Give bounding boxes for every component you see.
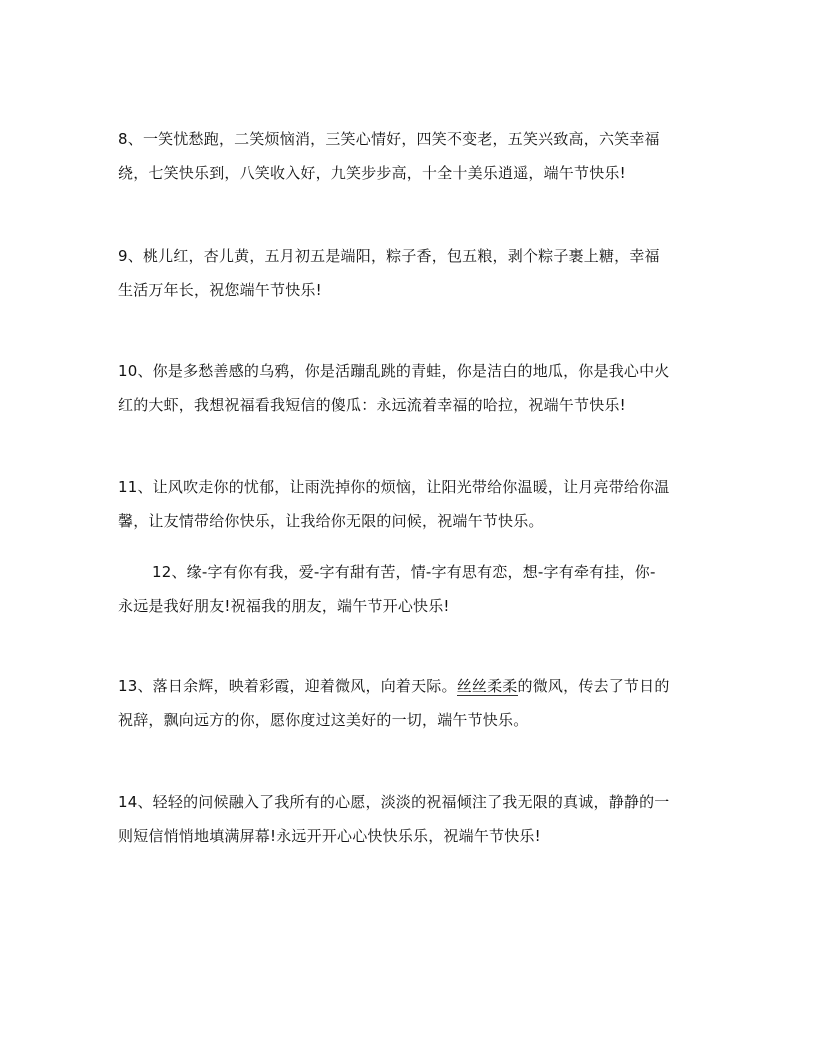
paragraph-line: 12、缘-字有你有我，爱-字有甜有苦，情-字有思有恋，想-字有牵有挂，你- bbox=[152, 563, 656, 581]
paragraph-line: 8、一笑忧愁跑，二笑烦恼消，三笑心情好，四笑不变老，五笑兴致高，六笑幸福 bbox=[118, 130, 660, 148]
paragraph-line: 生活万年长，祝您端午节快乐! bbox=[118, 281, 322, 299]
text-run: 13、落日余辉，映着彩霞，迎着微风，向着天际。 bbox=[118, 677, 457, 695]
paragraph-line: 红的大虾，我想祝福看我短信的傻瓜：永远流着幸福的哈拉，祝端午节快乐! bbox=[118, 396, 626, 414]
paragraph-line: 绕，七笑快乐到，八笑收入好，九笑步步高，十全十美乐逍遥，端午节快乐! bbox=[118, 164, 626, 182]
paragraph-line bbox=[118, 669, 703, 703]
text-run: 的微风，传去了节日的 bbox=[517, 677, 670, 695]
underlined-text: 丝丝柔柔 bbox=[456, 677, 518, 695]
paragraph-13 bbox=[118, 669, 703, 737]
paragraph-12 bbox=[118, 555, 703, 623]
paragraph-line: 馨，让友情带给你快乐，让我给你无限的问候，祝端午节快乐。 bbox=[118, 512, 544, 530]
paragraph-14 bbox=[118, 785, 703, 853]
paragraph-line: 10、你是多愁善感的乌鸦，你是活蹦乱跳的青蛙，你是洁白的地瓜，你是我心中火 bbox=[118, 362, 670, 380]
paragraph-line: 永远是我好朋友!祝福我的朋友，端午节开心快乐! bbox=[118, 597, 450, 615]
paragraph-11 bbox=[118, 470, 703, 538]
paragraph-line: 祝辞，飘向远方的你，愿你度过这美好的一切，端午节快乐。 bbox=[118, 711, 529, 729]
paragraph-line: 14、轻轻的问候融入了我所有的心愿，淡淡的祝福倾注了我无限的真诚，静静的一 bbox=[118, 793, 670, 811]
paragraph-9 bbox=[118, 239, 703, 307]
paragraph-10 bbox=[118, 354, 703, 422]
paragraph-8 bbox=[118, 122, 703, 190]
paragraph-line: 则短信悄悄地填满屏幕!永远开开心心快快乐乐，祝端午节快乐! bbox=[118, 827, 541, 845]
paragraph-line: 11、让风吹走你的忧郁，让雨洗掉你的烦恼，让阳光带给你温暖，让月亮带给你温 bbox=[118, 478, 670, 496]
paragraph-line: 9、桃儿红，杏儿黄，五月初五是端阳，粽子香，包五粮，剥个粽子裹上糖，幸福 bbox=[118, 247, 660, 265]
